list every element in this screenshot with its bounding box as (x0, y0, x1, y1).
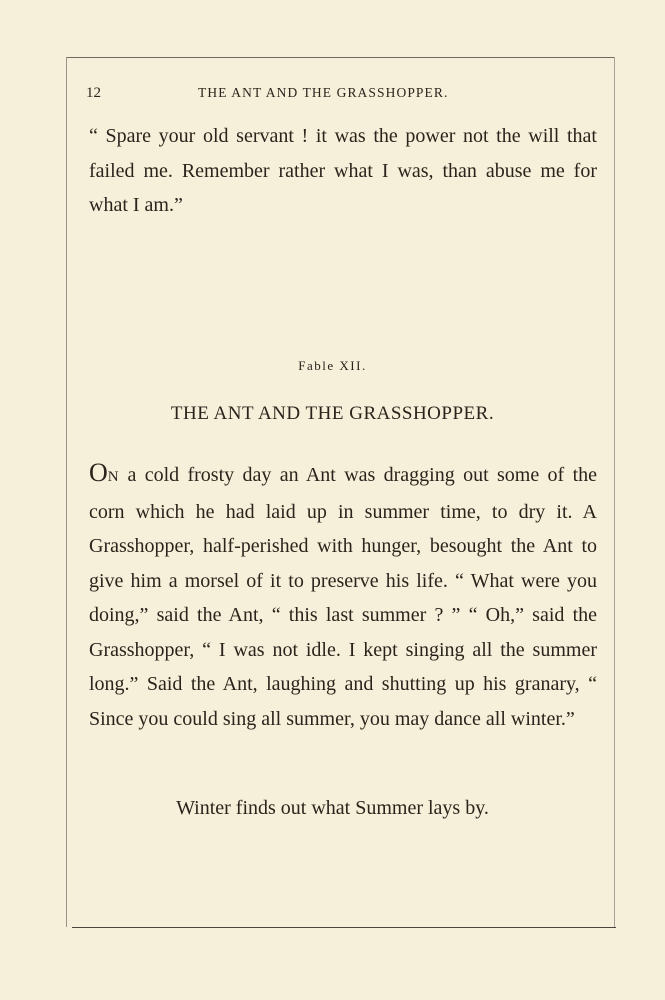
running-title: THE ANT AND THE GRASSHOPPER. (198, 85, 449, 100)
page-number: 12 (86, 85, 101, 101)
previous-fable-closing-paragraph: “ Spare your old servant ! it was the power not the will that failed me. Remember rather what I was, than abuse me for what I am.” (89, 125, 597, 216)
running-head (86, 85, 598, 105)
fable-body-paragraph (89, 456, 597, 736)
fable-title: THE ANT AND THE GRASSHOPPER. (170, 403, 495, 424)
frame-top-rule (66, 57, 614, 58)
fable-moral: Winter finds out what Summer lays by. (176, 797, 489, 819)
fable-body-text: a cold frosty day an Ant was dragging out some of the corn which he had laid up in summer time, to dry it. A Grasshopper, half-perished with hunger, besought the Ant to give him a morsel of it to preserve his life. “ What were you doing,” said the Ant, “ this last summer ? ” “ Oh,” said the Grasshopper, “ I was not idle. I kept singing all the summer long.” Said the Ant, laughing and shutting up his granary, “ Since you could sing all summer, you may dance all winter.” (89, 464, 597, 730)
fable-number: Fable XII. (298, 358, 367, 373)
small-cap-letter: N (107, 469, 120, 485)
drop-cap-initial: O (89, 458, 108, 487)
frame-bottom-rule (72, 927, 616, 928)
